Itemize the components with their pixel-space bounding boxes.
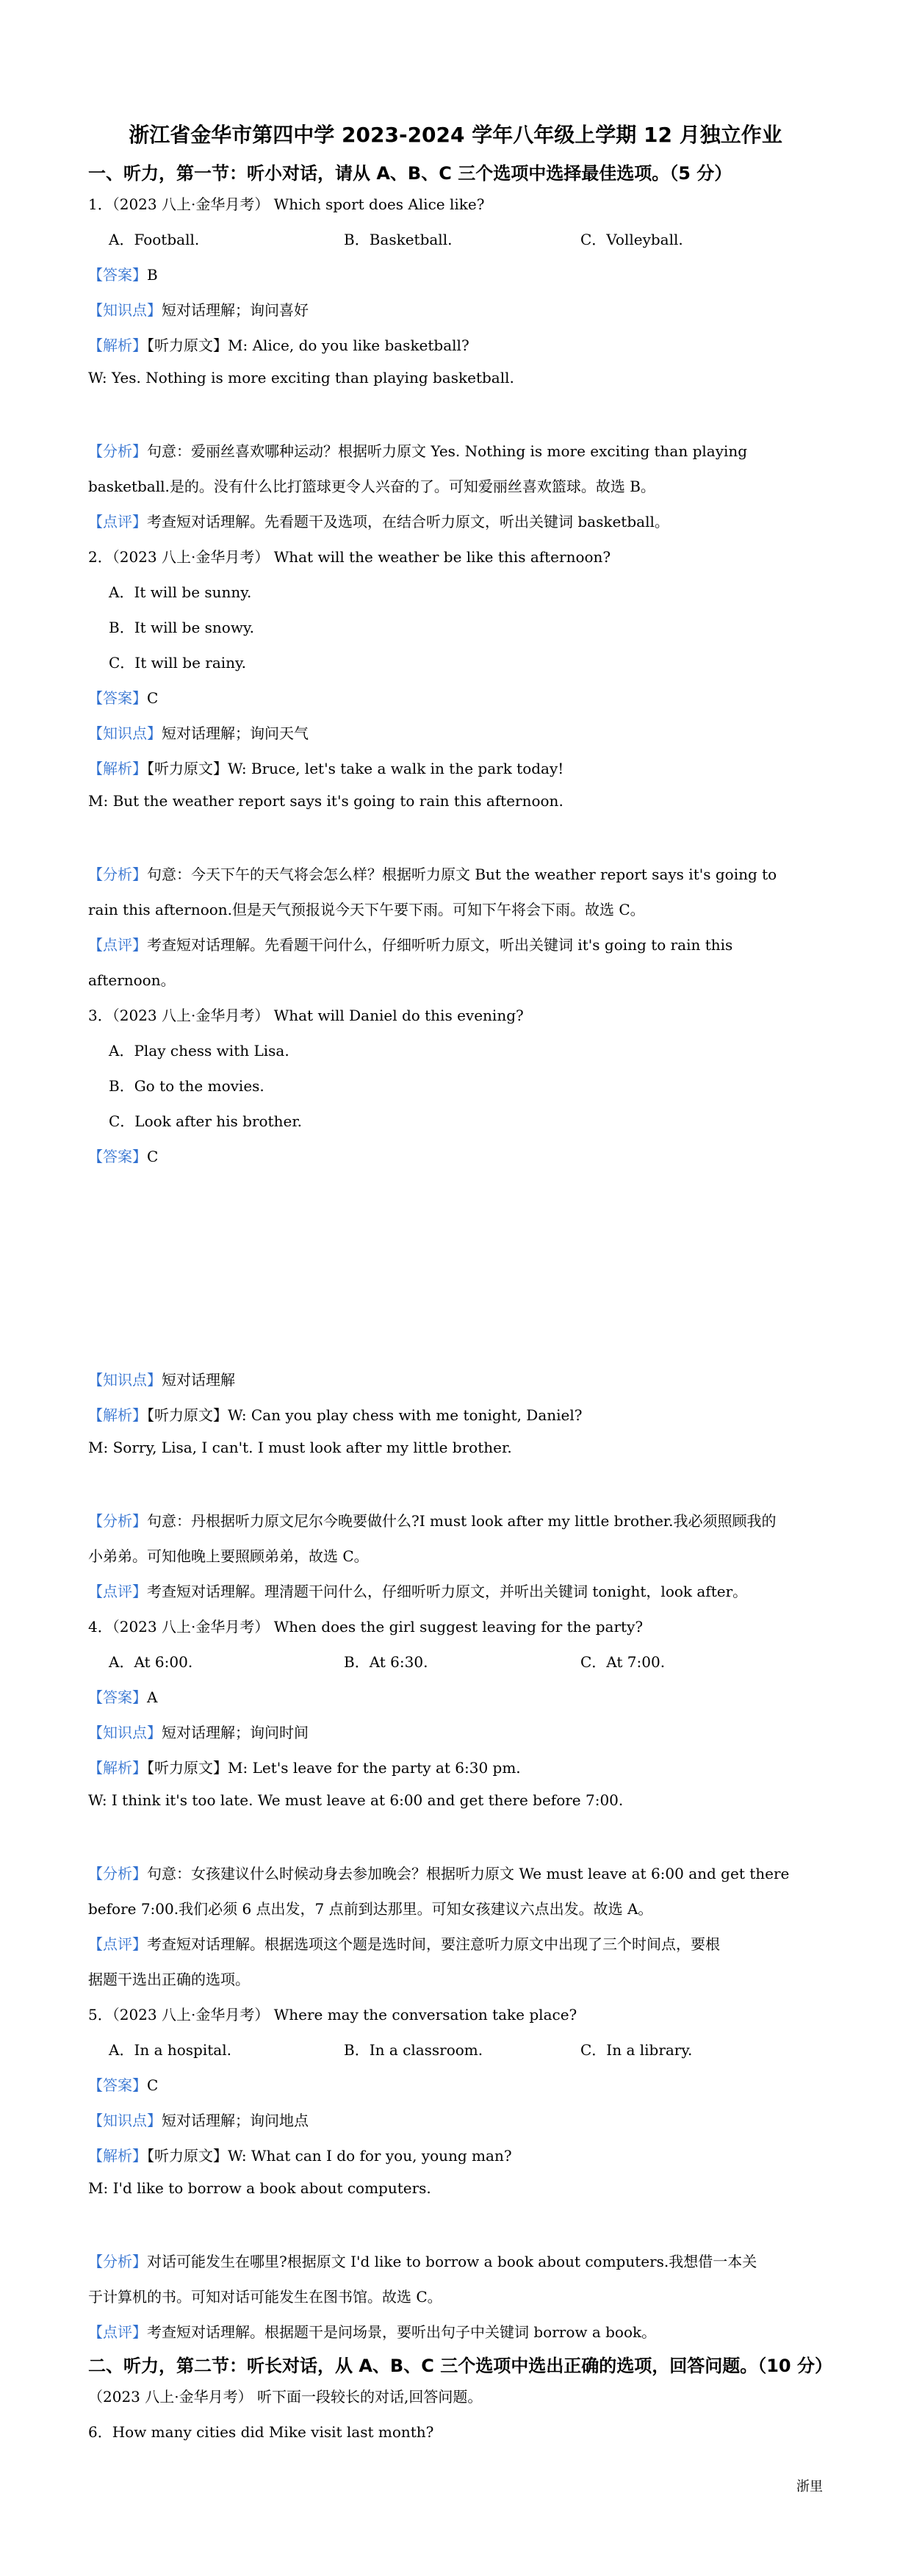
knowledge-label: 【知识点】 [88,1724,162,1741]
knowledge-label: 【知识点】 [88,301,162,319]
fenxi-label: 【分析】 [88,1865,147,1882]
knowledge-label: 【知识点】 [88,1371,162,1389]
q2-answer: C [147,689,159,707]
q3-comment-line [88,1580,747,1601]
original-label: 【听力原文】 [147,337,228,354]
q1-dialogue-2: W: Yes. Nothing is more exciting than playing basketball. [88,369,514,386]
q2-comment-text-1: 考查短对话理解。先看题干问什么，仔细听听力原文，听出关键词 it's going to rain this [147,936,733,954]
q5-answer: C [147,2076,159,2094]
q4-analysis-text-1: 句意：女孩建议什么时候动身去参加晚会？根据听力原文 We must leave at 6:00 and get there [147,1865,790,1882]
question-6-stem: 6．How many cities did Mike visit last month? [88,2423,434,2441]
q3-option-a: A．Play chess with Lisa. [109,1042,289,1059]
q2-analysis-line-2: rain this afternoon.但是天气预报说今天下午要下雨。可知下午将会下雨。故选 C。 [88,901,645,918]
q2-knowledge: 短对话理解；询问天气 [162,724,309,742]
q4-option-c: C．At 7:00. [580,1653,666,1671]
q1-knowledge-line [88,298,309,320]
q3-analysis-text-1: 句意：丹根据听力原文尼尔今晚要做什么?I must look after my little brother.我必须照顾我的 [147,1512,777,1530]
section-2-note: （2023 八上·金华月考） 听下面一段较长的对话,回答问题。 [88,2388,483,2406]
q4-original: M: Let's leave for the party at 6:30 pm. [228,1759,521,1777]
question-4-stem: 4．（2023 八上·金华月考） When does the girl suggest leaving for the party? [88,1618,644,1636]
q1-original: M: Alice, do you like basketball? [228,337,469,354]
q4-analysis-line-1 [88,1862,789,1883]
q1-option-c: C．Volleyball. [580,231,683,248]
section-1-heading: 一、听力，第一节：听小对话，请从 A、B、C 三个选项中选择最佳选项。（5 分） [88,163,732,184]
q4-option-a: A．At 6:00. [109,1653,193,1671]
dianping-label: 【点评】 [88,513,147,530]
analysis-label: 【解析】 [88,2147,147,2165]
knowledge-label: 【知识点】 [88,724,162,742]
q1-option-a: A．Football. [109,231,200,248]
dianping-label: 【点评】 [88,1935,147,1953]
q1-analysis-line-1 [88,439,747,461]
fenxi-label: 【分析】 [88,442,147,460]
answer-label: 【答案】 [88,1148,147,1165]
q1-original-line [88,334,469,355]
q1-comment-line [88,510,669,531]
q5-comment-line [88,2320,656,2342]
q3-analysis-line-2: 小弟弟。可知他晚上要照顾弟弟，故选 C。 [88,1547,369,1565]
question-2-stem: 2．（2023 八上·金华月考） What will the weather be like this afternoon? [88,548,611,566]
q3-option-b: B．Go to the movies. [109,1077,264,1095]
q2-original-line [88,757,563,778]
q5-option-c: C．In a library. [580,2041,693,2059]
analysis-label: 【解析】 [88,1759,147,1777]
q1-analysis-line-2: basketball.是的。没有什么比打篮球更令人兴奋的了。可知爱丽丝喜欢篮球。故选 B。 [88,478,655,495]
q4-analysis-line-2: before 7:00.我们必须 6 点出发，7 点前到达那里。可知女孩建议六点出发。故选 A。 [88,1900,653,1918]
q5-dialogue-2: M: I'd like to borrow a book about computers. [88,2179,431,2197]
q3-comment: 考查短对话理解。理清题干问什么，仔细听听力原文，并听出关键词 tonight，look after。 [147,1583,748,1600]
q5-answer-line [88,2073,158,2095]
q5-original-line [88,2144,512,2165]
q4-comment-line-1 [88,1932,720,1954]
q4-comment-line-2: 据题干选出正确的选项。 [88,1971,250,1988]
q3-original-line [88,1403,582,1425]
answer-label: 【答案】 [88,2076,147,2094]
fenxi-label: 【分析】 [88,2253,147,2270]
q4-answer-line [88,1685,157,1707]
q4-knowledge: 短对话理解；询问时间 [162,1724,309,1741]
q5-knowledge-line [88,2109,309,2130]
original-label: 【听力原文】 [147,1406,228,1424]
fenxi-label: 【分析】 [88,1512,147,1530]
q2-knowledge-line [88,722,309,743]
q2-comment-line-2: afternoon。 [88,971,176,989]
q4-answer: A [147,1688,158,1706]
q3-analysis-line-1 [88,1509,777,1530]
q2-analysis-text-1: 句意：今天下午的天气将会怎么样？根据听力原文 But the weather report says it's going to [147,866,777,883]
q3-answer-line [88,1145,158,1166]
q1-knowledge: 短对话理解；询问喜好 [162,301,309,319]
q3-answer: C [147,1148,159,1165]
dianping-label: 【点评】 [88,1583,147,1600]
answer-label: 【答案】 [88,266,147,284]
fenxi-label: 【分析】 [88,866,147,883]
analysis-label: 【解析】 [88,337,147,354]
knowledge-label: 【知识点】 [88,2112,162,2129]
answer-label: 【答案】 [88,1688,147,1706]
dianping-label: 【点评】 [88,2323,147,2341]
q3-dialogue-2: M: Sorry, Lisa, I can't. I must look after my little brother. [88,1439,512,1456]
q2-dialogue-2: M: But the weather report says it's going to rain this afternoon. [88,792,563,810]
original-label: 【听力原文】 [147,760,228,777]
q2-analysis-line-1 [88,863,777,884]
q2-option-b: B．It will be snowy. [109,619,254,636]
q5-analysis-text-1: 对话可能发生在哪里?根据原文 I'd like to borrow a book about computers.我想借一本关 [147,2253,757,2270]
q2-original: W: Bruce, let's take a walk in the park today! [228,760,564,777]
answer-label: 【答案】 [88,689,147,707]
original-label: 【听力原文】 [147,1759,228,1777]
analysis-label: 【解析】 [88,760,147,777]
question-1-stem: 1．（2023 八上·金华月考） Which sport does Alice like? [88,195,485,213]
q3-knowledge: 短对话理解 [162,1371,235,1389]
q4-dialogue-2: W: I think it's too late. We must leave at 6:00 and get there before 7:00. [88,1791,624,1809]
q5-option-a: A．In a hospital. [109,2041,231,2059]
analysis-label: 【解析】 [88,1406,147,1424]
q1-option-b: B．Basketball. [344,231,453,248]
q5-option-b: B．In a classroom. [344,2041,483,2059]
q2-answer-line [88,686,158,708]
page-title: 浙江省金华市第四中学 2023-2024 学年八年级上学期 12 月独立作业 [129,123,782,147]
q3-option-c: C．Look after his brother. [109,1112,303,1130]
q3-knowledge-line [88,1368,235,1389]
q4-option-b: B．At 6:30. [344,1653,428,1671]
section-2-heading: 二、听力，第二节：听长对话，从 A、B、C 三个选项中选出正确的选项，回答问题。（10 分） [88,2356,832,2376]
q2-comment-line-1 [88,933,732,954]
dianping-label: 【点评】 [88,936,147,954]
q1-answer-line [88,263,158,284]
q1-answer: B [147,266,158,284]
question-3-stem: 3．（2023 八上·金华月考） What will Daniel do this evening? [88,1007,524,1024]
q5-analysis-line-1 [88,2250,757,2271]
q4-comment-text-1: 考查短对话理解。根据选项这个题是选时间，要注意听力原文中出现了三个时间点，要根 [147,1935,720,1953]
question-5-stem: 5．（2023 八上·金华月考） Where may the conversation take place? [88,2006,577,2023]
q1-comment: 考查短对话理解。先看题干及选项，在结合听力原文，听出关键词 basketball。 [147,513,669,530]
q5-knowledge: 短对话理解；询问地点 [162,2112,309,2129]
q4-original-line [88,1756,521,1777]
q5-original: W: What can I do for you, young man? [228,2147,512,2165]
q2-option-a: A．It will be sunny. [109,583,252,601]
q4-knowledge-line [88,1721,309,1742]
q3-original: W: Can you play chess with me tonight, Daniel? [228,1406,583,1424]
original-label: 【听力原文】 [147,2147,228,2165]
page-footer: 浙里 [796,2479,823,2494]
q5-analysis-line-2: 于计算机的书。可知对话可能发生在图书馆。故选 C。 [88,2288,442,2306]
q2-option-c: C．It will be rainy. [109,654,247,672]
q1-analysis-text-1: 句意：爱丽丝喜欢哪种运动？根据听力原文 Yes. Nothing is more exciting than playing [147,442,748,460]
q5-comment: 考查短对话理解。根据题干是问场景，要听出句子中关键词 borrow a book。 [147,2323,657,2341]
